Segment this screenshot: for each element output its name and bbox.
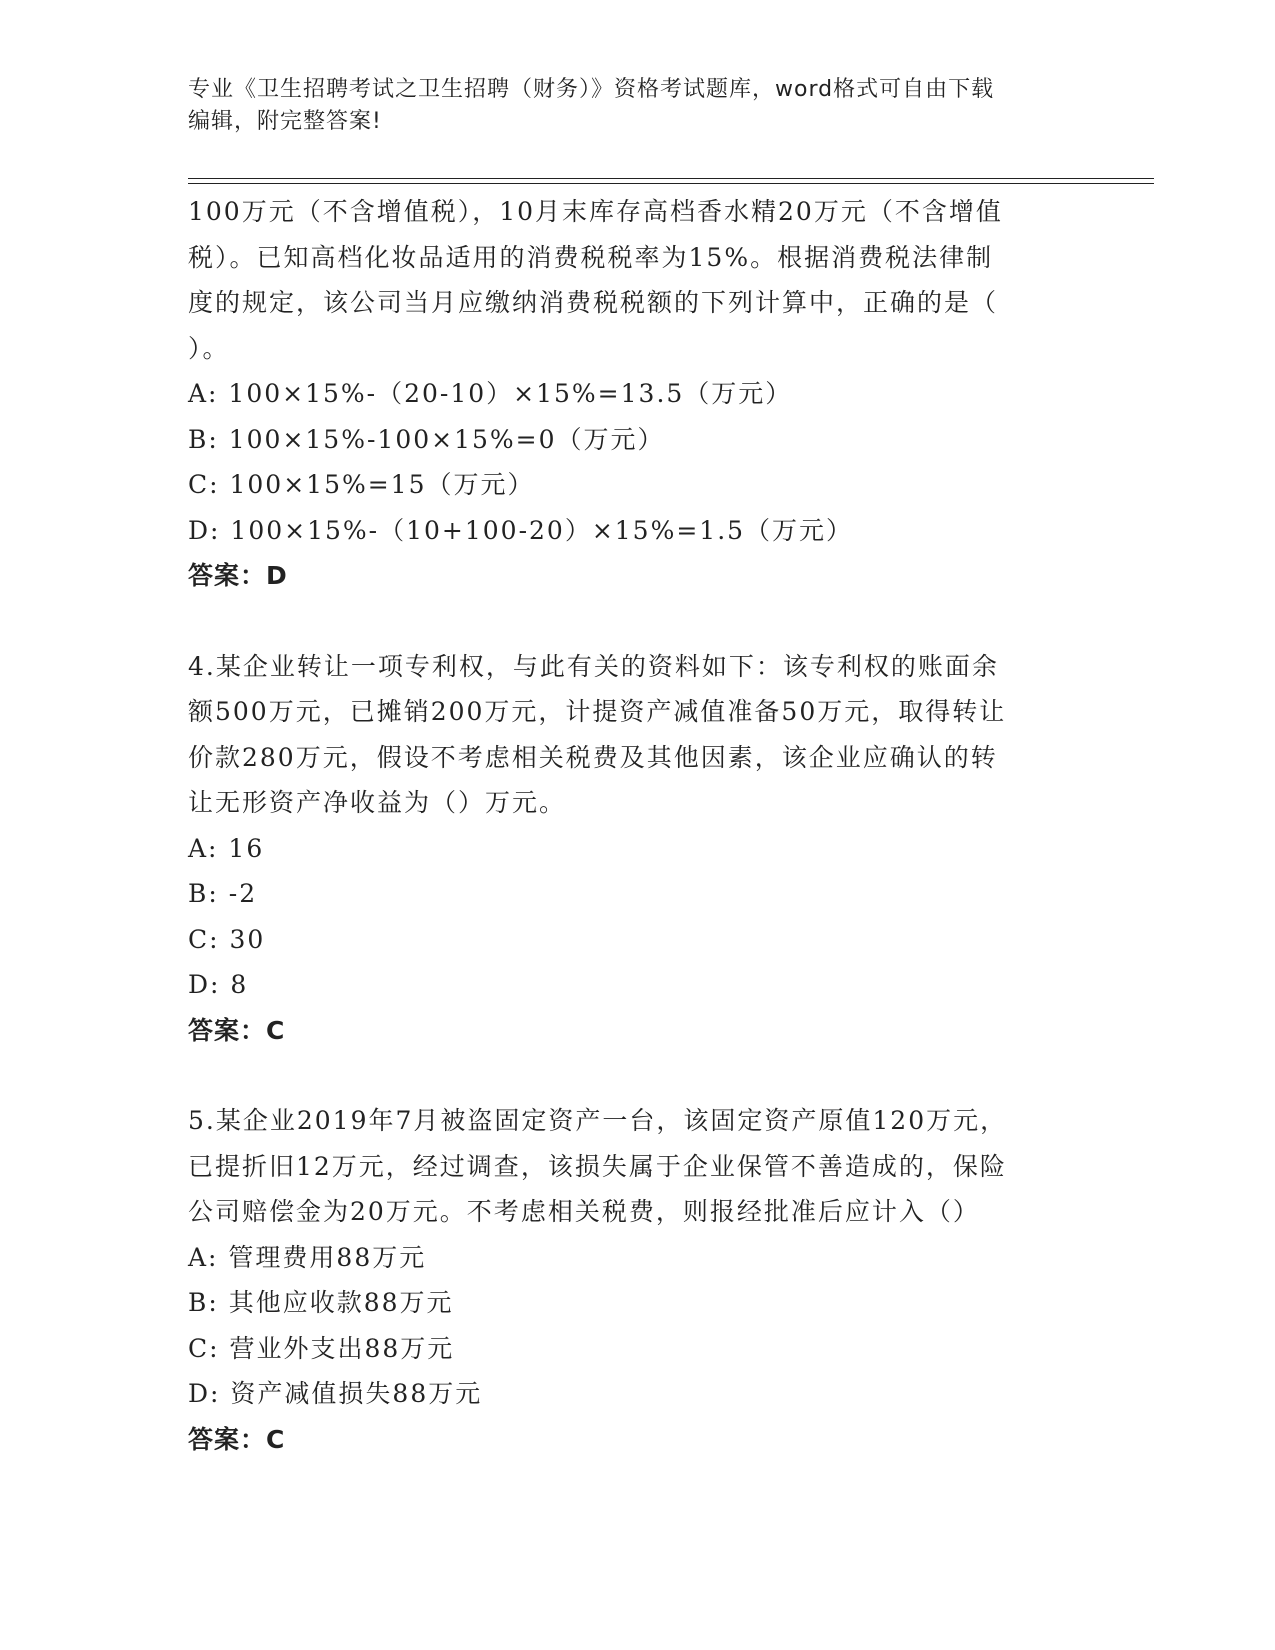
header-divider-bottom [188, 183, 1154, 184]
question-block [188, 1098, 1088, 1462]
option-d: D: 资产减值损失88万元 [188, 1379, 483, 1408]
question-block [188, 644, 1088, 1054]
question-text-line: ）。 [188, 333, 230, 363]
question-text-line: 税）。已知高档化妆品适用的消费税税率为15%。根据消费税法律制 [188, 242, 994, 272]
question-text-line: 额500万元，已摊销200万元，计提资产减值准备50万元，取得转让 [188, 697, 1007, 726]
spacer [188, 599, 1088, 644]
option-b: B: 其他应收款88万元 [188, 1288, 454, 1317]
answer-label: 答案：C [188, 1424, 286, 1454]
option-a: A: 16 [188, 833, 265, 863]
option-a: A: 管理费用88万元 [188, 1242, 427, 1272]
question-text-line: 价款280万元，假设不考虑相关税费及其他因素，该企业应确认的转 [188, 742, 998, 772]
question-text-line: 公司赔偿金为20万元。不考虑相关税费，则报经批准后应计入（） [188, 1197, 980, 1226]
question-text-line: 已提折旧12万元，经过调查，该损失属于企业保管不善造成的，保险 [188, 1151, 1007, 1181]
question-text-line: 5.某企业2019年7月被盗固定资产一台，该固定资产原值120万元， [188, 1106, 1008, 1135]
question-text-line: 100万元（不含增值税），10月末库存高档香水精20万元（不含增值 [188, 197, 1003, 226]
option-b: B: 100×15%-100×15%=0（万元） [188, 424, 665, 454]
option-c: C: 营业外支出88万元 [188, 1333, 455, 1363]
option-c: C: 30 [188, 924, 266, 954]
header-line-2: 编辑，附完整答案! [188, 109, 382, 134]
option-d: D: 8 [188, 970, 249, 999]
option-b: B: -2 [188, 879, 258, 908]
question-block [188, 189, 1088, 599]
answer-label: 答案：C [188, 1015, 286, 1045]
question-text-line: 度的规定，该公司当月应缴纳消费税税额的下列计算中，正确的是（ [188, 288, 999, 317]
answer-label: 答案：D [188, 561, 288, 590]
spacer [188, 1053, 1088, 1098]
question-text-line: 4.某企业转让一项专利权，与此有关的资料如下：该专利权的账面余 [188, 651, 999, 681]
option-a: A: 100×15%-（20-10）×15%=13.5（万元） [188, 379, 793, 408]
option-d: D: 100×15%-（10+100-20）×15%=1.5（万元） [188, 515, 854, 545]
page-header [188, 74, 1068, 138]
question-list [188, 189, 1088, 1462]
header-divider-top [188, 178, 1154, 179]
header-line-1: 专业《卫生招聘考试之卫生招聘（财务）》资格考试题库，word格式可自由下载 [188, 77, 995, 102]
question-text-line: 让无形资产净收益为（）万元。 [188, 788, 567, 817]
option-c: C: 100×15%=15（万元） [188, 470, 535, 499]
